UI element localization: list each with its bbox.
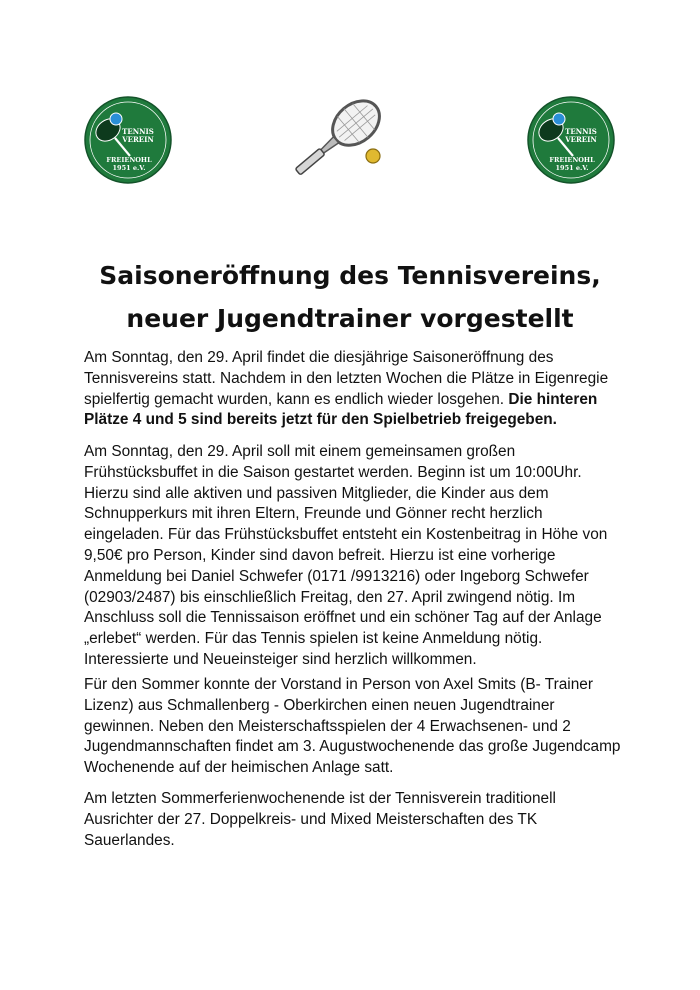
club-logo-icon: [84, 96, 172, 184]
paragraph-3: Für den Sommer konnte der Vorstand in Person von Axel Smits (B- Trainer Lizenz) aus Schmallenberg - Oberkirchen einen neuen Jugendtrainer gewinnen. Neben den Meisterschaftsspielen der 4 Erwachsenen- und 2 Jugendmannschaften findet am 3. Augustwochenende das große Jugendcamp Wochenende auf der heimischen Anlage satt.: [84, 676, 621, 777]
tennis-ball-icon: [366, 149, 380, 163]
logo-text-1: TENNIS: [122, 127, 154, 136]
paragraph-4: Am letzten Sommerferienwochenende ist der Tennisverein traditionell Ausrichter der 27. Doppelkreis- und Mixed Meisterschaften des TK Sauerlandes.: [84, 790, 556, 849]
logo-text-3: FREIENOHL: [549, 156, 595, 164]
paragraph-1: [84, 348, 624, 431]
logo-text-2: VEREIN: [122, 135, 154, 144]
tennis-racket-icon: [278, 84, 408, 184]
club-logo-left: [84, 96, 172, 184]
logo-text-1: TENNIS: [565, 127, 597, 136]
logo-text-2: VEREIN: [565, 135, 597, 144]
club-logo-icon: [527, 96, 615, 184]
logo-text-4: 1951 e.V.: [112, 164, 146, 172]
paragraph-2: Am Sonntag, den 29. April soll mit einem gemeinsamen großen Frühstücksbuffet in die Saison gestartet werden. Beginn ist um 10:00Uhr. Hierzu sind alle aktiven und passiven Mitglieder, die Kinder aus dem Schnupperkurs mit ihren Eltern, Freunde und Gönner recht herzlich eingeladen. Für das Frühstücksbuffet entsteht ein Kostenbeitrag in Höhe von 9,50€ pro Person, Kinder sind davon befreit. Hierzu ist eine vorherige Anmeldung bei Daniel Schwefer (0171 /9913216) oder Ingeborg Schwefer (02903/2487) bis einschließlich Freitag, den 27. April zwingend nötig. Im Anschluss soll die Tennissaison eröffnet und ein schöner Tag auf der Anlage „erlebet“ werden. Für das Tennis spielen ist keine Anmeldung nötig. Interessierte und Neueinsteiger sind herzlich willkommen.: [84, 443, 608, 668]
paragraph-1-bold: Die hinteren Plätze 4 und 5 sind bereits jetzt für den Spielbetrieb freigegeben.: [84, 390, 598, 429]
club-logo-right: [527, 96, 615, 184]
paragraph-1-text: Am Sonntag, den 29. April findet die diesjährige Saisoneröffnung des Tennisvereins statt. Nachdem in den letzten Wochen die Plätze in Eigenregie spielfertig gemacht wurden, kann es endlich wieder losgehen.: [84, 349, 609, 408]
logo-text-3: FREIENOHL: [106, 156, 152, 164]
logo-text-4: 1951 e.V.: [555, 164, 589, 172]
article-title: Saisoneröffnung des Tennisvereins, neuer Jugendtrainer vorgestellt: [99, 261, 601, 333]
